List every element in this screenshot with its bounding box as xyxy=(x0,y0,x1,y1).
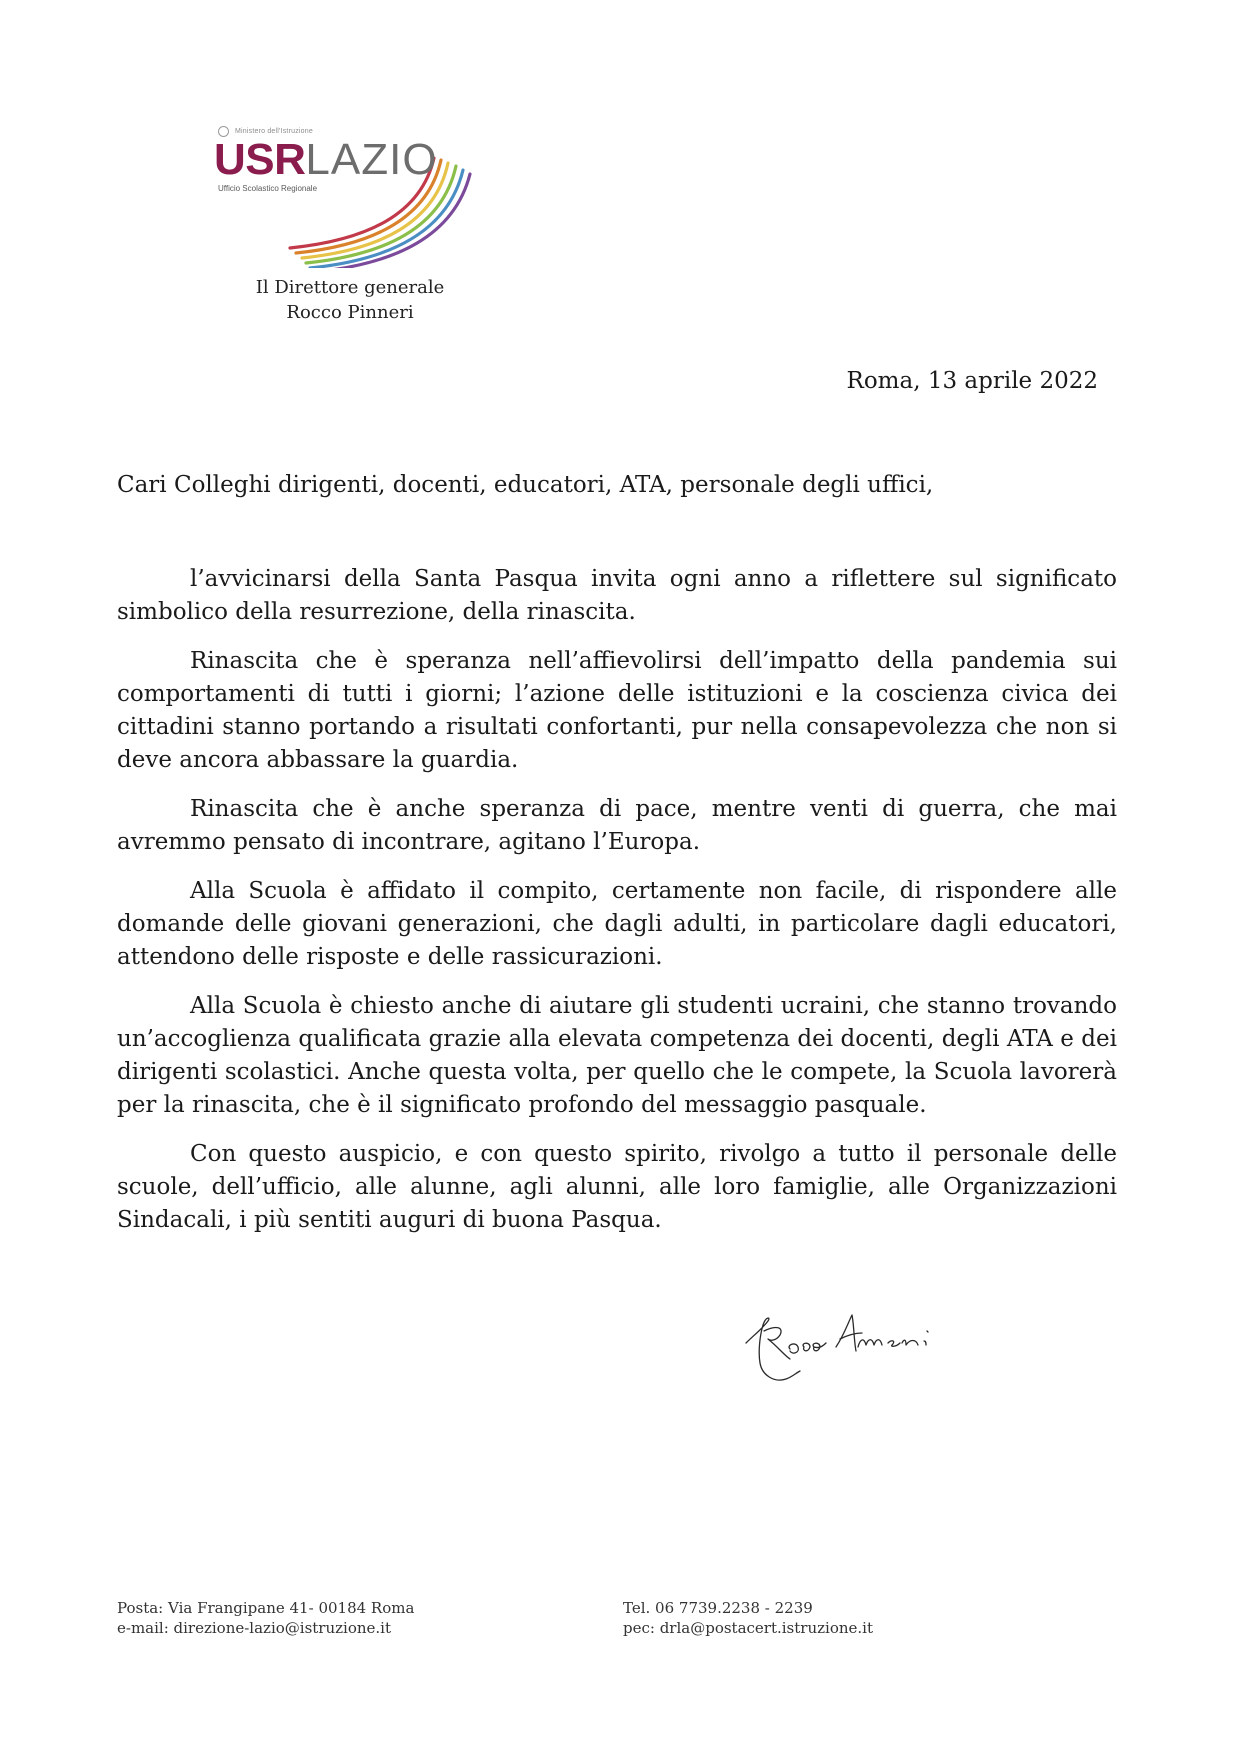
footer-right xyxy=(623,1598,873,1638)
footer-left xyxy=(117,1598,414,1638)
director-role: Il Direttore generale xyxy=(255,277,445,298)
footer-email: e-mail: direzione-lazio@istruzione.it xyxy=(117,1619,391,1637)
paragraph: Rinascita che è speranza nell’affievolirsi dell’impatto della pandemia sui comportamenti di tutti i giorni; l’azione delle istituzioni e la coscienza civica dei cittadini stanno portando a risultati confortanti, pur nella consapevolezza che non si deve ancora abbassare la guardia. xyxy=(117,648,1117,773)
handwritten-signature xyxy=(740,1295,970,1395)
letter-body xyxy=(117,563,1117,1253)
logo-subtitle: Ufficio Scolastico Regionale xyxy=(218,184,318,193)
brand-lazio: LAZIO xyxy=(305,135,438,184)
brand-usr: USR xyxy=(214,135,306,184)
paragraph: Con questo auspicio, e con questo spirito, rivolgo a tutto il personale delle scuole, dell’ufficio, alle alunne, agli alunni, alle loro famiglie, alle Organizzazioni Sindacali, i più sentiti auguri di buona Pasqua. xyxy=(117,1141,1117,1233)
paragraph: Rinascita che è anche speranza di pace, mentre venti di guerra, che mai avremmo pensato di incontrare, agitano l’Europa. xyxy=(117,796,1117,855)
ministry-text: Ministero dell'Istruzione xyxy=(235,128,313,135)
usr-lazio-logo xyxy=(210,118,500,268)
footer-phone: Tel. 06 7739.2238 - 2239 xyxy=(623,1599,813,1617)
paragraph: l’avvicinarsi della Santa Pasqua invita ogni anno a riflettere sul significato simbolico della resurrezione, della rinascita. xyxy=(117,566,1117,625)
director-block xyxy=(200,275,500,325)
footer-address: Posta: Via Frangipane 41- 00184 Roma xyxy=(117,1599,415,1617)
letter-date: Roma, 13 aprile 2022 xyxy=(846,368,1098,394)
salutation: Cari Colleghi dirigenti, docenti, educatori, ATA, personale degli uffici, xyxy=(117,472,934,498)
footer-pec: pec: drla@postacert.istruzione.it xyxy=(623,1619,873,1637)
director-name: Rocco Pinneri xyxy=(286,302,414,323)
brand-mark xyxy=(214,135,438,184)
paragraph: Alla Scuola è affidato il compito, certamente non facile, di rispondere alle domande delle giovani generazioni, che dagli adulti, in particolare dagli educatori, attendono delle risposte e delle rassicurazioni. xyxy=(117,878,1117,970)
paragraph: Alla Scuola è chiesto anche di aiutare gli studenti ucraini, che stanno trovando un’accoglienza qualificata grazie alla elevata competenza dei docenti, degli ATA e dei dirigenti scolastici. Anche questa volta, per quello che le compete, la Scuola lavorerà per la rinascita, che è il significato profondo del messaggio pasquale. xyxy=(117,993,1117,1118)
